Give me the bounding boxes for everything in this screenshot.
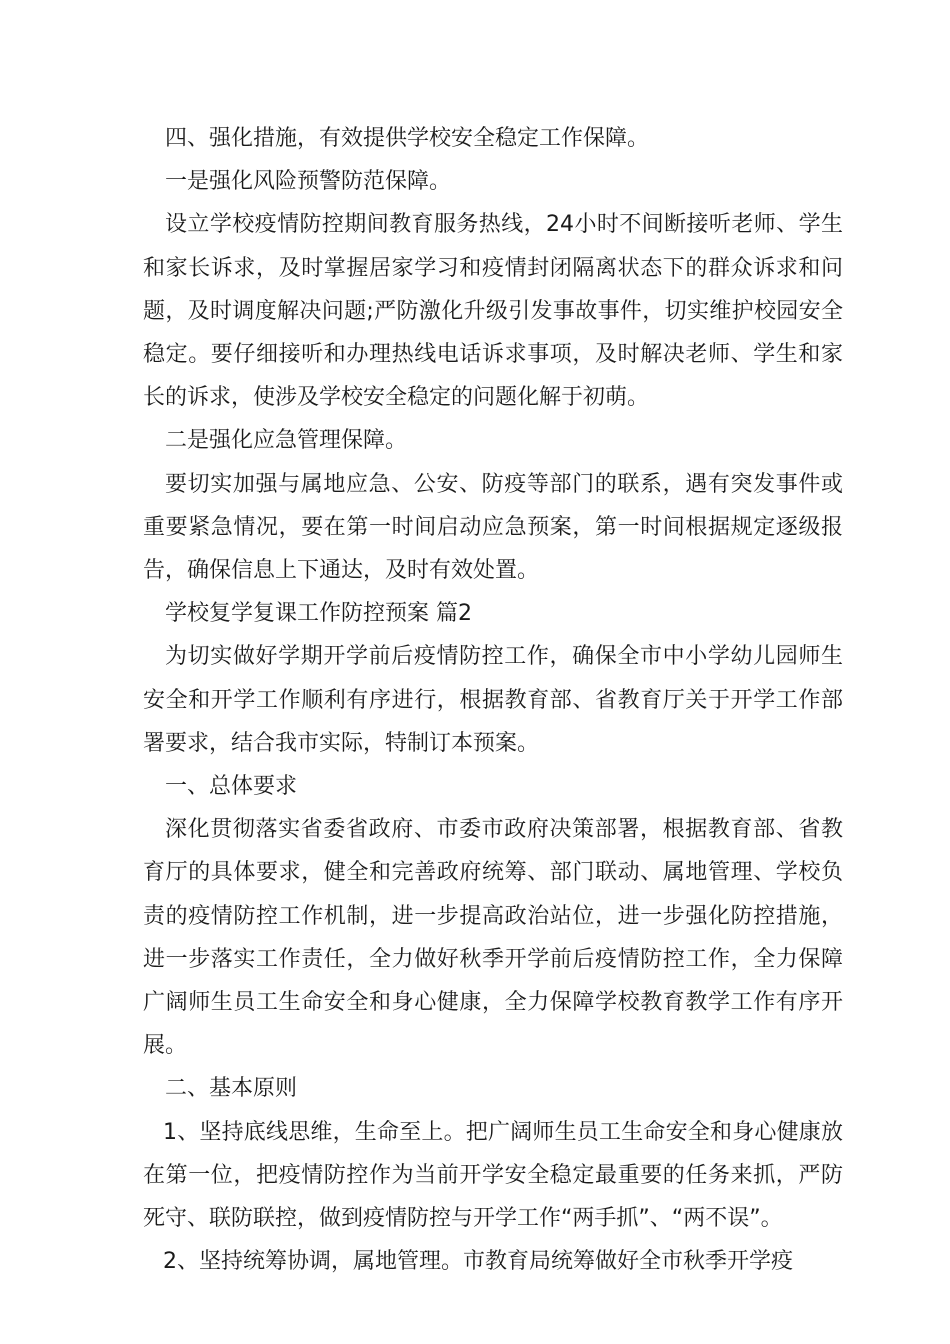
- body-paragraph: 深化贯彻落实省委省政府、市委市政府决策部署，根据教育部、省教育厅的具体要求，健全和完善政府统筹、部门联动、属地管理、学校负责的疫情防控工作机制，进一步提高政治站位，进一步强化防控措施，进一步落实工作责任，全力做好秋季开学前后疫情防控工作，全力保障广阔师生员工生命安全和身心健康，全力保障学校教育教学工作有序开展。: [143, 817, 843, 1059]
- body-paragraph: 要切实加强与属地应急、公安、防疫等部门的联系，遇有突发事件或重要紧急情况，要在第一时间启动应急预案，第一时间根据规定逐级报告，确保信息上下通达，及时有效处置。: [143, 471, 843, 584]
- document-section-title: 学校复学复课工作防控预案 篇2: [165, 601, 472, 627]
- subsection-heading: 一是强化风险预警防范保障。: [165, 169, 452, 195]
- body-paragraph: 设立学校疫情防控期间教育服务热线，24小时不间断接听老师、学生和家长诉求，及时掌握居家学习和疫情封闭隔离状态下的群众诉求和问题，及时调度解决问题;严防激化升级引发事故事件，切实维护校园安全稳定。要仔细接听和办理热线电话诉求事项，及时解决老师、学生和家长的诉求，使涉及学校安全稳定的问题化解于初萌。: [143, 212, 843, 411]
- body-paragraph: 2、坚持统筹协调，属地管理。市教育局统筹做好全市秋季开学疫: [163, 1249, 793, 1275]
- section-heading: 二、基本原则: [165, 1076, 298, 1102]
- body-paragraph: 1、坚持底线思维，生命至上。把广阔师生员工生命安全和身心健康放在第一位，把疫情防控作为当前开学安全稳定最重要的任务来抓，严防死守、联防联控，做到疫情防控与开学工作“两手抓”、“两不误”。: [143, 1119, 843, 1232]
- document-body: [143, 117, 843, 1283]
- section-heading: 一、总体要求: [165, 774, 298, 800]
- subsection-heading: 二是强化应急管理保障。: [165, 428, 408, 454]
- body-paragraph: 为切实做好学期开学前后疫情防控工作，确保全市中小学幼儿园师生安全和开学工作顺利有序进行，根据教育部、省教育厅关于开学工作部署要求，结合我市实际，特制订本预案。: [143, 644, 843, 756]
- section-heading: 四、强化措施，有效提供学校安全稳定工作保障。: [165, 126, 650, 151]
